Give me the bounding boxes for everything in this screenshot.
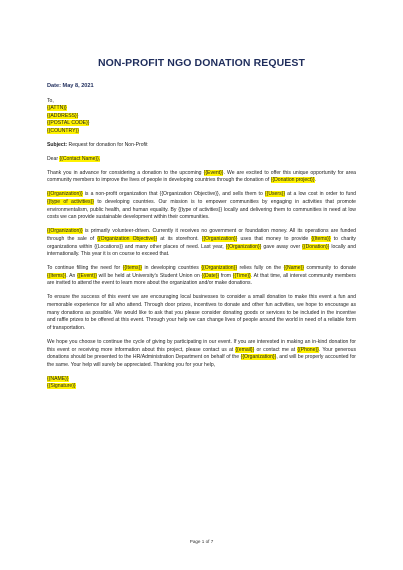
p6-text-b: or contact me at (254, 346, 298, 353)
p2-text-c: to developing countries. Our mission is to empower communities by engaging in activities that promote environmentalism, public health, and human equality. By {{type of activities}} locally and delivering them to communities in need at low costs we can provide sustainable development within their communities. (47, 199, 356, 221)
document-title: NON-PROFIT NGO DONATION REQUEST (97, 57, 306, 69)
p6-text-d: , and will be properly accounted for the same. Your help will surely be appreciated. Thanking you for your help, (47, 354, 356, 368)
p1-text-b: . We are excited to offer this unique opportunity for area community members to improve the lives of people in developing countries through the donation of (47, 169, 357, 184)
subject-line (47, 142, 356, 150)
paragraph-3 (47, 228, 356, 258)
placeholder-attn: {{ATTN}} (47, 105, 67, 112)
placeholder-organization: {{Organization}} (47, 191, 83, 198)
page-number: Page 1 of 7 (189, 539, 214, 544)
paragraph-2 (47, 191, 356, 221)
placeholder-name-closing: {{NAME}} (47, 375, 69, 382)
closing-block (47, 376, 356, 391)
p4-text-c: relies fully on the (237, 265, 284, 272)
address-to: To, (47, 97, 54, 104)
salutation-dear: Dear (47, 155, 60, 162)
salutation (47, 156, 356, 164)
p1-text-c: . (314, 177, 317, 184)
p3-text-e: gave away over (261, 243, 303, 250)
placeholder-contact-name: {{Contact Name}}, (59, 155, 101, 162)
p4-text-a: To continue filling the need for (47, 265, 123, 272)
letter-body (47, 83, 356, 391)
p4-text-e: . An (66, 272, 78, 279)
placeholder-organization: {{Organization}} (201, 235, 238, 242)
placeholder-donation-project: {{Donation project}} (270, 177, 315, 184)
address-block (47, 98, 356, 136)
p1-text-a: Thank you in advance for considering a donation to the upcoming (47, 169, 204, 176)
placeholder-event: {{Event}} (77, 272, 97, 279)
p2-text-a: is a non-profit organization that {{Organization Objective}}, and sells them to (82, 191, 265, 198)
placeholder-items: {{Items}} (311, 235, 331, 242)
subject-text: Request for donation for Non-Profit (67, 141, 148, 148)
paragraph-1 (47, 170, 356, 185)
p4-text-h: . At that time, all interest community members are invited to attend the event to learn more about the organization and/or make donations. (47, 272, 356, 287)
placeholder-organization: {{Organization}} (47, 228, 83, 235)
placeholder-signature: {{Signature}} (47, 383, 76, 390)
placeholder-phone: {{Phone}} (297, 346, 319, 353)
placeholder-date: {{Date}} (201, 272, 220, 279)
paragraph-6 (47, 339, 356, 369)
paragraph-5: To ensure the success of this event we are encouraging local businesses to consider a small donation to make this event a fun and memorable experience for all who attend. Through door prizes, incentives to donate and other fun activities, we hope to encourage as many donations as possible. We would like to ask that you please consider donating goods or services to be included in the incentive and raffle prizes to be offered at this event. Through your help we can change lives of people around the world in need of a reliable form of transportation. (47, 294, 356, 331)
placeholder-address: {{ADDRESS}} (47, 112, 79, 119)
placeholder-email: {{email}} (235, 346, 255, 353)
p6-text-c: . Your generous donations should be presented to the HR/Administration Department on behalf of the (47, 346, 357, 361)
p6-text-a: We hope you choose to continue the cycle of giving by participating in our event. If you are interested in making an in-kind donation for this event or receiving more information about this project, please contact us at (47, 338, 356, 353)
placeholder-country: {{COUNTRY}} (47, 127, 79, 134)
p4-text-d: community to donate (304, 265, 357, 272)
placeholder-event: {{Event}} (203, 169, 224, 176)
letter-date: Date: May 8, 2021 (47, 83, 94, 89)
placeholder-items: {{Items}} (47, 272, 67, 279)
p4-text-b: in developing countries (141, 265, 202, 272)
subject-label: Subject: (47, 141, 68, 148)
p2-text-b: at a low cost in order to fund (285, 191, 357, 198)
p4-text-f: will be held at University's Student Union on (96, 272, 202, 279)
p3-text-f: locally and internationally. This year it is on course to exceed that. (47, 243, 356, 258)
paragraph-4 (47, 265, 356, 288)
p3-text-b: at its storefront. (157, 235, 202, 242)
p4-text-g: from (219, 272, 233, 279)
placeholder-donation: {{Donation}} (302, 243, 330, 250)
placeholder-items: {{Items}} (122, 265, 142, 272)
placeholder-postal-code: {{POSTAL CODE}} (47, 120, 90, 127)
p3-text-a: is primarily volunteer-driven. Currently it receives no government or foundation money. All its operations are funded through the sale of (47, 228, 356, 242)
placeholder-name: {{Name}} (283, 265, 305, 272)
placeholder-organization-objective: {{Organization Objective}} (97, 235, 158, 242)
placeholder-organization: {{Organization}} (225, 243, 262, 250)
placeholder-organization: {{Organization}} (201, 265, 238, 272)
p3-text-c: uses that money to provide (237, 235, 312, 242)
placeholder-organization: {{Organization}} (240, 354, 277, 361)
placeholder-time: {{Time}} (232, 272, 251, 279)
p3-text-d: to charity organizations within {{Locations}} and many other places of need. Last year, (47, 235, 356, 250)
placeholder-users: {{Users}} (264, 191, 286, 198)
placeholder-type-of-activities: {{type of activities}} (47, 199, 94, 206)
